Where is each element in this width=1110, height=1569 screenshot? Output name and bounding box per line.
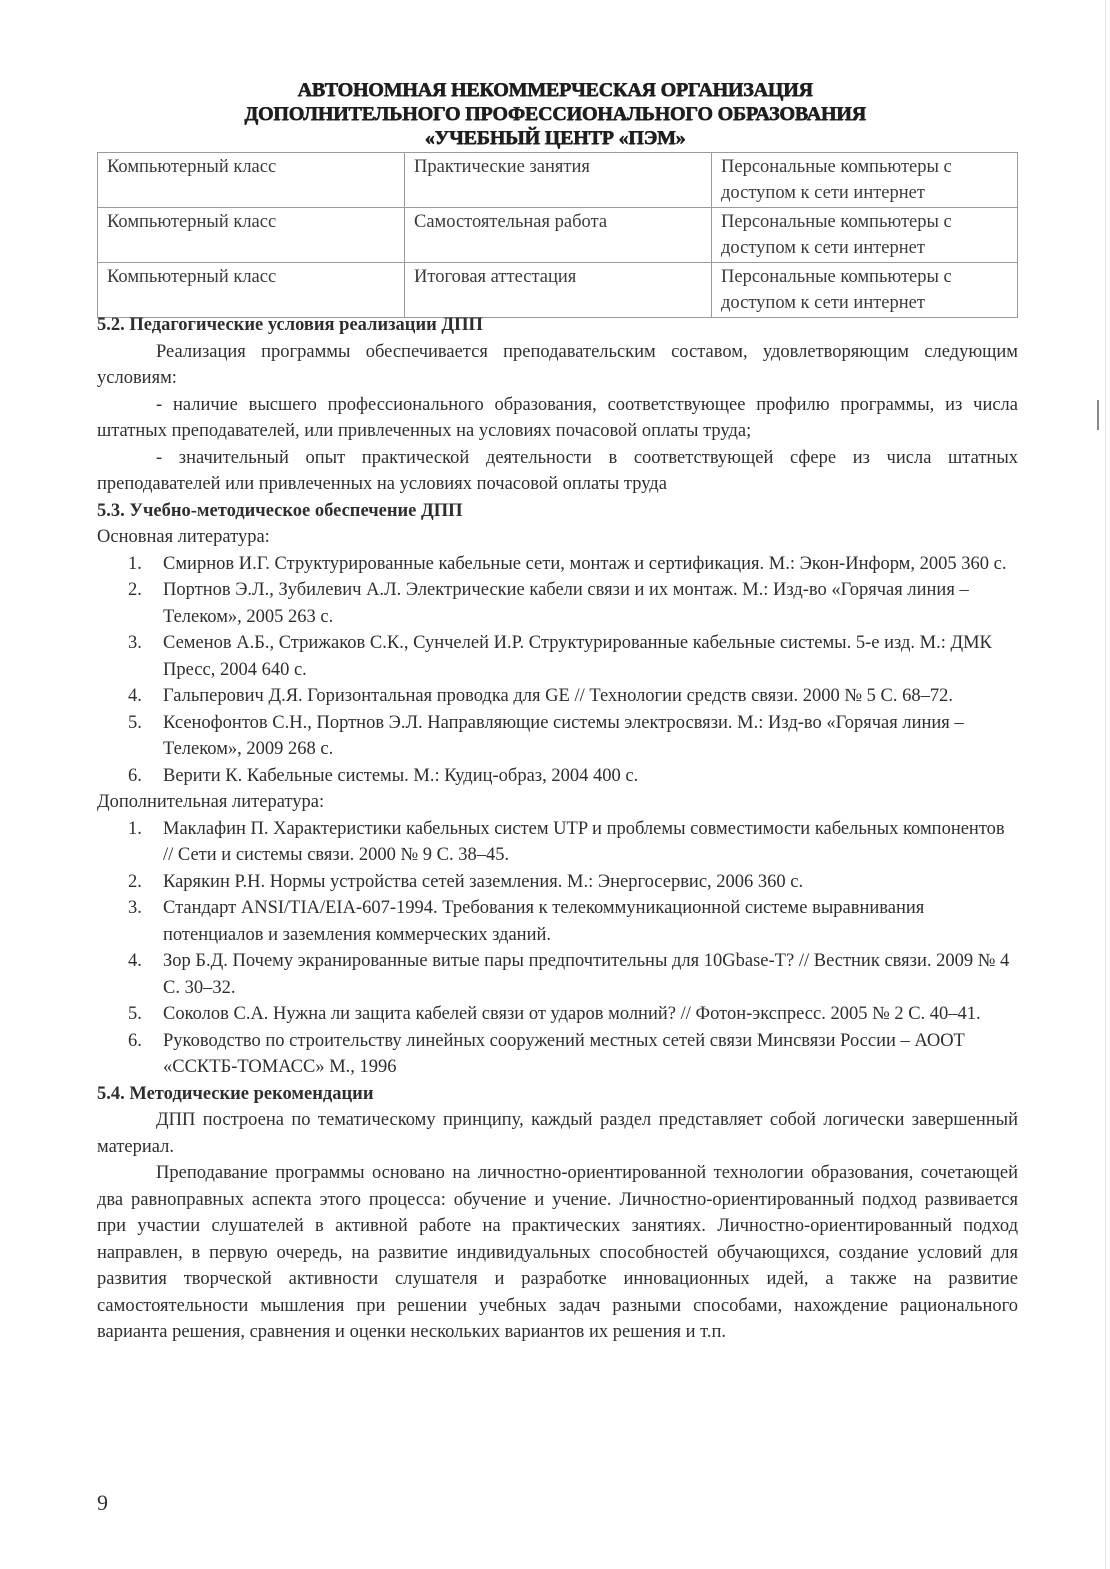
table-row [98,208,1018,263]
list-item-text: Верити К. Кабельные системы. М.: Кудиц-образ, 2004 400 с. [163,765,639,786]
list-item [97,710,1018,763]
list-item-number: 1. [128,553,142,574]
scan-margin-mark [1097,400,1099,430]
list-item [97,763,1018,790]
organization-header [0,78,1110,150]
list-item [97,630,1018,683]
additional-literature-list [97,816,1018,1081]
list-item [97,869,1018,896]
additional-literature-label: Дополнительная литература: [97,792,325,812]
list-item-text: Гальперович Д.Я. Горизонтальная проводка для GE // Технологии средств связи. 2000 № 5 С. 68–72. [163,686,953,706]
list-item-text: Руководство по строительству линейных сооружений местных сетей связи Минсвязи России – АООТ «ССКТБ-ТОМАСС» М., 1996 [163,1030,965,1077]
section-5-4-heading: 5.4. Методические рекомендации [97,1083,374,1104]
list-item-text: Смирнов И.Г. Структурированные кабельные сети, монтаж и сертификация. М.: Экон-Информ, 2005 360 с. [163,553,1007,574]
table-cell-equipment: Персональные компьютеры с доступом к сети интернет [712,208,1018,263]
header-line-3: «УЧЕБНЫЙ ЦЕНТР «ПЭМ» [424,127,686,149]
condition-item: - значительный опыт практической деятельности в соответствующей сфере из числа штатных преподавателей или привлеченных на условиях почасовой оплаты труда [97,447,1018,494]
table-cell-room: Компьютерный класс [98,153,405,208]
list-item [97,683,1018,710]
table-cell-equipment: Персональные компьютеры с доступом к сети интернет [712,153,1018,208]
list-item [97,551,1018,578]
list-item [97,577,1018,630]
list-item-text: Ксенофонтов С.Н., Портнов Э.Л. Направляющие системы электросвязи. М.: Изд-во «Горячая линия – Телеком», 2009 268 с. [163,712,964,759]
list-item [97,1001,1018,1028]
list-item-text: Маклафин П. Характеристики кабельных систем UTP и проблемы совместимости кабельных компонентов // Сети и системы связи. 2000 № 9 С. 38–45. [163,818,1005,865]
list-item-text: Зор Б.Д. Почему экранированные витые пары предпочтительны для 10Gbase-T? // Вестник связи. 2009 № 4 С. 30–32. [163,951,1010,998]
scan-edge-line [1105,0,1106,1569]
table-cell-activity: Практические занятия [405,153,712,208]
list-item [97,1028,1018,1081]
table-cell-equipment: Персональные компьютеры с доступом к сети интернет [712,263,1018,318]
section-5-2-heading: 5.2. Педагогические условия реализации ДПП [97,315,483,335]
table-row [98,263,1018,318]
condition-item: - наличие высшего профессионального образования, соответствующее профилю программы, из числа штатных преподавателей, или привлеченных на условиях почасовой оплаты труда; [97,394,1018,441]
page-number: 9 [97,1490,108,1515]
list-item-text: Карякин Р.Н. Нормы устройства сетей заземления. М.: Энергосервис, 2006 360 с. [163,871,804,892]
list-item-number: 3. [128,633,142,653]
header-line-2: ДОПОЛНИТЕЛЬНОГО ПРОФЕССИОНАЛЬНОГО ОБРАЗОВАНИЯ [244,103,866,125]
list-item-number: 1. [128,818,142,839]
list-item-number: 6. [128,1030,142,1051]
table-cell-room: Компьютерный класс [98,208,405,263]
section-5-3-heading: 5.3. Учебно-методическое обеспечение ДПП [97,500,463,521]
list-item-number: 4. [128,686,142,706]
list-item [97,816,1018,869]
header-line-1: АВТОНОМНАЯ НЕКОММЕРЧЕСКАЯ ОРГАНИЗАЦИЯ [297,79,813,101]
section-5-4-paragraph: ДПП построена по тематическому принципу, каждый раздел представляет собой логически завершенный материал. [97,1110,1018,1157]
table-cell-room: Компьютерный класс [98,263,405,318]
resources-table [97,152,1018,318]
main-literature-label: Основная литература: [97,527,270,547]
list-item-number: 2. [128,871,142,892]
main-literature-list [97,551,1018,790]
table-row [98,153,1018,208]
list-item-number: 5. [128,712,142,733]
document-body [97,312,1018,1346]
section-5-2-intro: Реализация программы обеспечивается преподавательским составом, удовлетворяющим следующим условиям: [97,341,1018,388]
list-item [97,948,1018,1001]
list-item [97,895,1018,948]
list-item-number: 6. [128,765,142,786]
list-item-text: Семенов А.Б., Стрижаков С.К., Сунчелей И.Р. Структурированные кабельные системы. 5-е изд. М.: ДМК Пресс, 2004 640 с. [163,633,992,680]
table-cell-activity: Итоговая аттестация [405,263,712,318]
list-item-text: Соколов С.А. Нужна ли защита кабелей связи от ударов молний? // Фотон-экспресс. 2005 № 2 С. 40–41. [163,1004,981,1024]
section-5-4-paragraph: Преподавание программы основано на личностно-ориентированной технологии образования, сочетающей два равноправных аспекта этого процесса: обучение и учение. Личностно-ориентированный подход развивается при участии слушателей в активной работе на практических занятиях. Личностно-ориентированный подход направлен, в первую очередь, на развитие индивидуальных способностей обучающихся, создание условий для развития творческой активности слушателя и разработке инновационных идей, а также на развитие самостоятельности мышления при решении учебных задач разными способами, нахождение рационального варианта решения, сравнения и оценки нескольких вариантов их решения и т.п. [97,1163,1018,1342]
list-item-text: Портнов Э.Л., Зубилевич А.Л. Электрические кабели связи и их монтаж. М.: Изд-во «Горячая линия – Телеком», 2005 263 с. [163,580,969,627]
list-item-number: 3. [128,898,142,918]
list-item-text: Стандарт ANSI/TIA/EIA-607-1994. Требования к телекоммуникационной системе выравнивания потенциалов и заземления коммерческих зданий. [163,898,925,945]
list-item-number: 5. [128,1004,142,1024]
list-item-number: 2. [128,580,142,600]
list-item-number: 4. [128,951,142,971]
table-cell-activity: Самостоятельная работа [405,208,712,263]
